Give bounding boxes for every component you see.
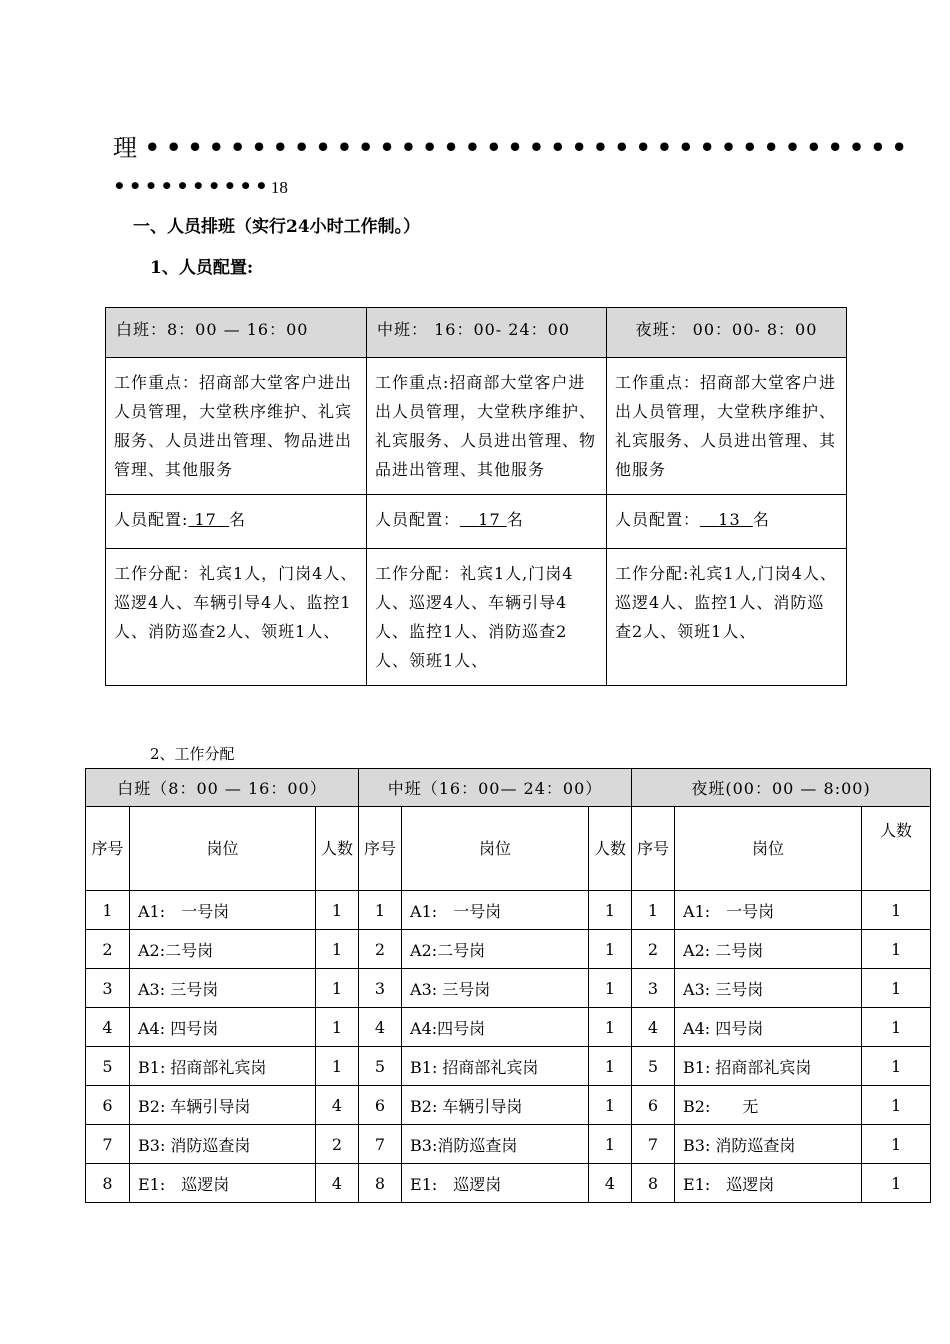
section-title: 一、人员排班（实行24小时工作制。）: [133, 217, 421, 237]
staff-label: 人员配置：: [615, 510, 701, 529]
post-mid: A1: 一号岗: [402, 891, 589, 930]
col-post: 岗位: [402, 807, 589, 891]
count-mid: 1: [589, 1125, 632, 1164]
table-row: [86, 891, 931, 930]
col-seq: 序号: [632, 807, 675, 891]
count-night: 1: [862, 1047, 931, 1086]
toc-leader-dots: ••••••••••••••••••••••••••••••••••••: [144, 133, 913, 162]
count-night: 1: [862, 969, 931, 1008]
row-seq: 8: [86, 1164, 130, 1203]
count-day: 2: [316, 1125, 359, 1164]
row-seq: 5: [86, 1047, 130, 1086]
col-post: 岗位: [675, 807, 862, 891]
staff-count-value: 17: [478, 510, 501, 529]
row-seq: 6: [632, 1086, 675, 1125]
row-seq: 4: [359, 1008, 402, 1047]
col-seq: 序号: [359, 807, 402, 891]
subsection-title-duty: 2、工作分配: [150, 745, 235, 763]
count-day: 1: [316, 930, 359, 969]
count-mid: 4: [589, 1164, 632, 1203]
row-seq: 2: [359, 930, 402, 969]
row-seq: 6: [86, 1086, 130, 1125]
staff-count-value: 13: [718, 510, 741, 529]
focus-night: 工作重点：招商部大堂客户进出人员管理，大堂秩序维护、礼宾服务、人员进出管理、其他服务: [607, 358, 847, 495]
count-night: 1: [862, 1008, 931, 1047]
staff-count-night: [607, 495, 847, 549]
count-night: 1: [862, 891, 931, 930]
toc-line-1: [113, 128, 913, 163]
row-seq: 7: [632, 1125, 675, 1164]
toc-page-number: 18: [270, 178, 288, 197]
post-day: A2:二号岗: [130, 930, 316, 969]
staff-unit: 名: [229, 510, 247, 529]
staff-count-day: [106, 495, 367, 549]
count-night: 1: [862, 930, 931, 969]
post-day: A1: 一号岗: [130, 891, 316, 930]
count-night: 1: [862, 1164, 931, 1203]
table-row: [86, 969, 931, 1008]
assignment-day: 工作分配：礼宾1人，门岗4人、巡逻4人、车辆引导4人、监控1人、消防巡查2人、领班1人、: [106, 549, 367, 686]
table-row: [86, 1047, 931, 1086]
row-seq: 3: [632, 969, 675, 1008]
row-seq: 7: [359, 1125, 402, 1164]
post-mid: A2:二号岗: [402, 930, 589, 969]
row-seq: 7: [86, 1125, 130, 1164]
toc-leader-dots: ••••••••••: [113, 174, 271, 198]
post-day: B3: 消防巡查岗: [130, 1125, 316, 1164]
row-seq: 1: [86, 891, 130, 930]
shift-header-night: 夜班： 00：00- 8：00: [607, 308, 847, 358]
post-mid: B1: 招商部礼宾岗: [402, 1047, 589, 1086]
table-row: [86, 1008, 931, 1047]
assignment-mid: 工作分配：礼宾1人,门岗4人、巡逻4人、车辆引导4人、监控1人、消防巡查2人、领班1人、: [367, 549, 607, 686]
post-day: A4: 四号岗: [130, 1008, 316, 1047]
row-seq: 5: [632, 1047, 675, 1086]
staff-label: 人员配置：: [375, 510, 461, 529]
post-night: A2: 二号岗: [675, 930, 862, 969]
group-day: 白班（8：00 — 16：00）: [86, 769, 359, 807]
staff-unit: 名: [752, 510, 770, 529]
table-row: [86, 930, 931, 969]
count-night: 1: [862, 1125, 931, 1164]
group-night: 夜班(00：00 — 8:00): [632, 769, 931, 807]
focus-mid: 工作重点:招商部大堂客户进出人员管理，大堂秩序维护、礼宾服务、人员进出管理、物品进出管理、其他服务: [367, 358, 607, 495]
count-mid: 1: [589, 1047, 632, 1086]
row-seq: 1: [632, 891, 675, 930]
post-mid: B2: 车辆引导岗: [402, 1086, 589, 1125]
shift-header-day: 白班：8：00 — 16：00: [106, 308, 367, 358]
col-post: 岗位: [130, 807, 316, 891]
shift-header-mid: 中班： 16：00- 24：00: [367, 308, 607, 358]
row-seq: 1: [359, 891, 402, 930]
row-seq: 4: [86, 1008, 130, 1047]
post-day: A3: 三号岗: [130, 969, 316, 1008]
post-night: B2: 无: [675, 1086, 862, 1125]
col-num: 人数: [589, 807, 632, 891]
staff-count-row: [106, 495, 847, 549]
column-header-row: [86, 807, 931, 891]
row-seq: 8: [632, 1164, 675, 1203]
post-mid: A3: 三号岗: [402, 969, 589, 1008]
row-seq: 4: [632, 1008, 675, 1047]
toc-entry-text: 理: [113, 134, 137, 162]
table-row: [86, 1086, 931, 1125]
post-night: A3: 三号岗: [675, 969, 862, 1008]
col-num: 人数: [862, 807, 931, 891]
assignment-night: 工作分配:礼宾1人,门岗4人、巡逻4人、监控1人、消防巡查2人、领班1人、: [607, 549, 847, 686]
count-day: 1: [316, 1008, 359, 1047]
assignment-row: [106, 549, 847, 686]
row-seq: 8: [359, 1164, 402, 1203]
shift-header-row: [106, 308, 847, 358]
staff-unit: 名: [506, 510, 524, 529]
post-night: A4: 四号岗: [675, 1008, 862, 1047]
count-day: 1: [316, 969, 359, 1008]
count-mid: 1: [589, 930, 632, 969]
count-mid: 1: [589, 1086, 632, 1125]
post-day: E1: 巡逻岗: [130, 1164, 316, 1203]
row-seq: 5: [359, 1047, 402, 1086]
table-row: [86, 1125, 931, 1164]
col-num: 人数: [316, 807, 359, 891]
staff-count-mid: [367, 495, 607, 549]
post-mid: E1: 巡逻岗: [402, 1164, 589, 1203]
count-night: 1: [862, 1086, 931, 1125]
row-seq: 2: [86, 930, 130, 969]
post-night: B3: 消防巡查岗: [675, 1125, 862, 1164]
row-seq: 3: [86, 969, 130, 1008]
row-seq: 2: [632, 930, 675, 969]
row-seq: 3: [359, 969, 402, 1008]
table-row: [86, 1164, 931, 1203]
staff-label: 人员配置:: [114, 510, 189, 529]
post-night: E1: 巡逻岗: [675, 1164, 862, 1203]
count-day: 1: [316, 1047, 359, 1086]
subsection-title-staffing: 1、人员配置:: [150, 258, 254, 278]
toc-line-2: [113, 174, 288, 198]
row-seq: 6: [359, 1086, 402, 1125]
post-mid: B3:消防巡查岗: [402, 1125, 589, 1164]
col-seq: 序号: [86, 807, 130, 891]
count-day: 4: [316, 1164, 359, 1203]
duty-assignment-table: [85, 768, 931, 1203]
post-night: B1: 招商部礼宾岗: [675, 1047, 862, 1086]
focus-row: [106, 358, 847, 495]
shift-group-header: [86, 769, 931, 807]
staffing-table: [105, 307, 847, 686]
staff-count-value: 17: [194, 510, 217, 529]
post-night: A1: 一号岗: [675, 891, 862, 930]
count-day: 1: [316, 891, 359, 930]
count-day: 4: [316, 1086, 359, 1125]
post-mid: A4:四号岗: [402, 1008, 589, 1047]
focus-day: 工作重点：招商部大堂客户进出人员管理，大堂秩序维护、礼宾服务、人员进出管理、物品进出管理、其他服务: [106, 358, 367, 495]
group-mid: 中班（16：00— 24：00）: [359, 769, 632, 807]
count-mid: 1: [589, 969, 632, 1008]
count-mid: 1: [589, 1008, 632, 1047]
post-day: B2: 车辆引导岗: [130, 1086, 316, 1125]
count-mid: 1: [589, 891, 632, 930]
post-day: B1: 招商部礼宾岗: [130, 1047, 316, 1086]
